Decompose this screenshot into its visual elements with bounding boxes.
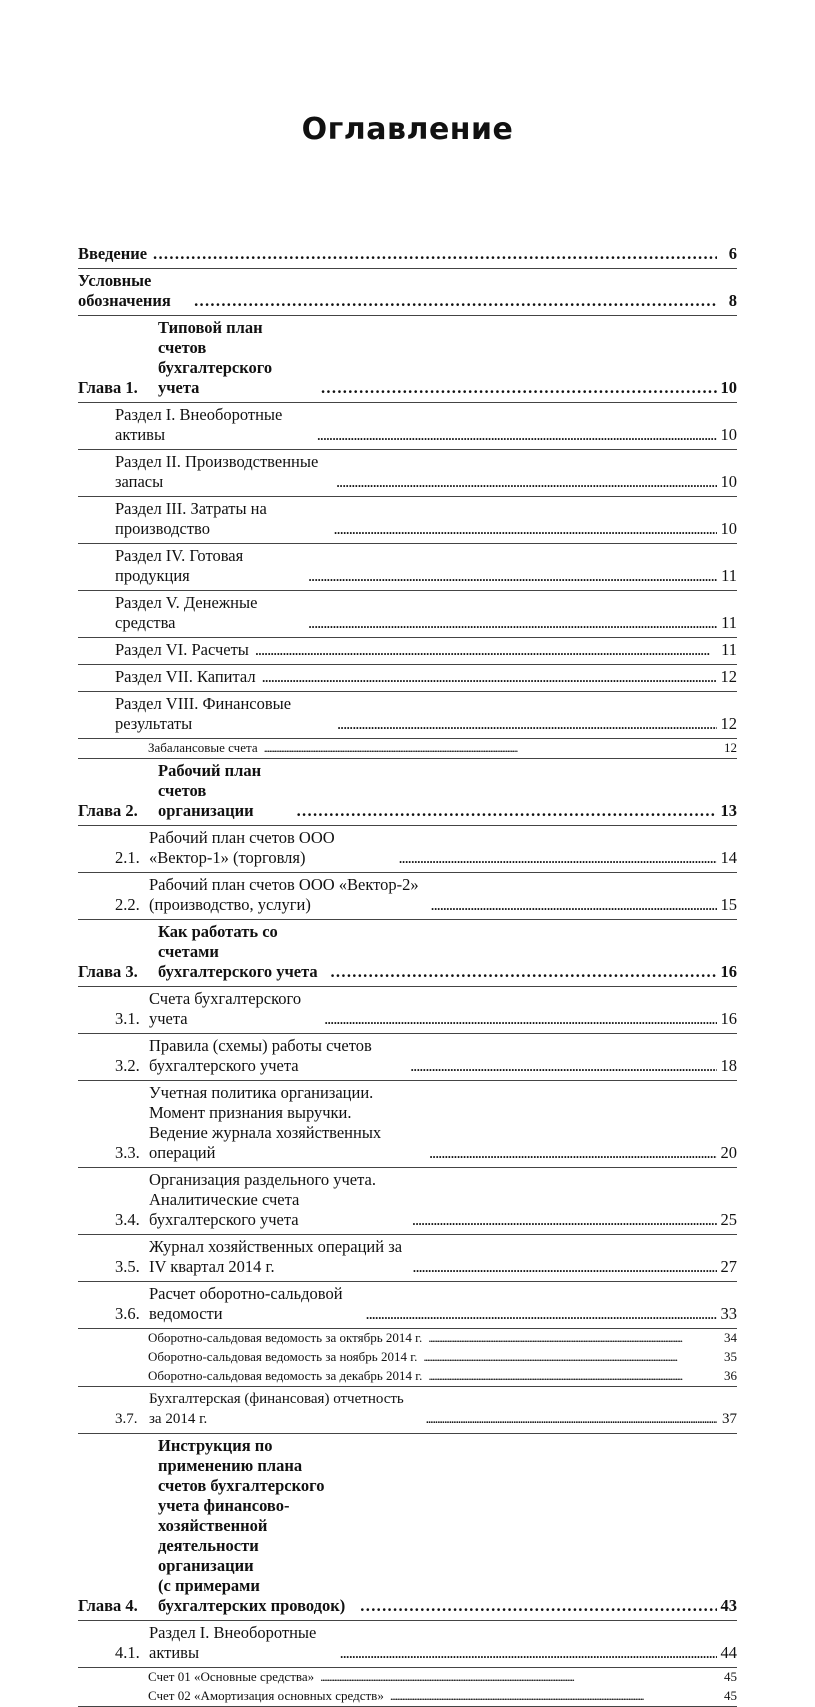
toc-page-number: 25: [720, 1210, 737, 1229]
toc-entry-title: Счет 01 «Основные средства»: [148, 1669, 315, 1684]
toc-entry-title: Расчет оборотно-сальдовой ведомости: [149, 1284, 343, 1323]
toc-page-number: 37: [722, 1411, 737, 1427]
toc-entry[interactable]: [78, 1621, 737, 1668]
toc-entry[interactable]: [78, 591, 737, 638]
toc-entry-title: Оборотно-сальдовая ведомость за октябрь 2014 г.: [148, 1330, 423, 1345]
toc-entry-number: 3.3.: [115, 1143, 140, 1162]
toc-entry-title: Учетная политика организации. Момент признания выручки. Ведение журнала хозяйственных операций: [149, 1083, 382, 1162]
toc-page-number: 14: [720, 848, 737, 867]
toc-entry-title: Раздел V. Денежные средства: [115, 593, 258, 632]
toc-dot-leader: [262, 667, 717, 687]
toc-entry[interactable]: [78, 316, 737, 403]
toc-page-number: 35: [724, 1349, 737, 1364]
toc-dot-leader: [366, 1304, 717, 1324]
toc-entry-number: 3.6.: [115, 1304, 140, 1323]
toc-entry[interactable]: [78, 739, 737, 759]
toc-entry-title: Забалансовые счета: [148, 740, 258, 755]
toc-entry[interactable]: [78, 920, 737, 987]
toc-dot-leader: [337, 714, 717, 734]
toc-entry[interactable]: [78, 1687, 737, 1707]
toc-dot-leader: [255, 640, 717, 660]
toc-entry-title: Оборотно-сальдовая ведомость за ноябрь 2014 г.: [148, 1349, 418, 1364]
toc-page-number: 10: [720, 472, 737, 491]
toc-entry[interactable]: [78, 692, 737, 739]
toc-dot-leader: [410, 1056, 717, 1076]
page-title: Оглавление: [301, 112, 514, 147]
toc-entry[interactable]: [78, 242, 737, 269]
toc-entry-title: Раздел I. Внеоборотные активы: [149, 1623, 317, 1662]
toc-entry[interactable]: [78, 1387, 737, 1434]
toc-entry-number: Глава 1.: [78, 378, 138, 397]
toc-entry[interactable]: [78, 403, 737, 450]
toc-entry[interactable]: [78, 1329, 737, 1348]
toc-entry-number: 3.7.: [115, 1411, 138, 1427]
toc-dot-leader: [324, 1009, 717, 1029]
toc-entry[interactable]: [78, 497, 737, 544]
toc-entry-number: 4.1.: [115, 1643, 140, 1662]
toc-entry[interactable]: [78, 1081, 737, 1168]
toc-entry-title: Бухгалтерская (финансовая) отчетность за 2014 г.: [149, 1391, 404, 1427]
toc-entry-number: 2.2.: [115, 895, 140, 914]
toc-entry-number: 2.1.: [115, 848, 140, 867]
toc-page-number: 15: [720, 895, 737, 914]
toc-dot-leader: [429, 1143, 717, 1163]
toc-dot-leader: [390, 1688, 717, 1704]
toc-dot-leader: [428, 1368, 717, 1384]
toc-dot-leader: [317, 425, 717, 445]
toc-entry[interactable]: [78, 1282, 737, 1329]
toc-dot-leader: [412, 1257, 717, 1277]
toc-entry-title: Раздел III. Затраты на производство: [115, 499, 267, 538]
toc-page-number: 12: [724, 740, 737, 755]
toc-entry-title: Раздел VI. Расчеты: [115, 640, 249, 659]
toc-page-number: 20: [720, 1143, 737, 1162]
toc-page-number: 45: [724, 1688, 737, 1703]
toc-page-number: 10: [720, 425, 737, 444]
toc-entry[interactable]: [78, 1367, 737, 1387]
toc-entry[interactable]: [78, 826, 737, 873]
toc-entry-title: Журнал хозяйственных операций за IV квартал 2014 г.: [149, 1237, 403, 1276]
toc-entry-title: Раздел VIII. Финансовые результаты: [115, 694, 292, 733]
toc-entry-number: 3.1.: [115, 1009, 140, 1028]
toc-entry-title: Счет 02 «Амортизация основных средств»: [148, 1688, 384, 1703]
toc-dot-leader: [360, 1596, 717, 1616]
toc-entry-title: Условные обозначения: [78, 271, 171, 310]
toc-entry[interactable]: [78, 1235, 737, 1282]
toc-entry-title: Типовой план счетов бухгалтерского учета: [158, 318, 273, 397]
toc-entry[interactable]: [78, 1034, 737, 1081]
toc-page-number: 11: [721, 640, 737, 659]
toc-page-number: 10: [720, 378, 737, 397]
toc-entry-title: Рабочий план счетов ООО «Вектор-1» (торговля): [149, 828, 335, 867]
toc-page-number: 27: [720, 1257, 737, 1276]
toc-page-number: 45: [724, 1669, 737, 1684]
toc-dot-leader: [412, 1210, 717, 1230]
toc-page-number: 43: [720, 1596, 737, 1615]
toc-dot-leader: [336, 472, 717, 492]
toc-entry-number: 3.2.: [115, 1056, 140, 1075]
toc-entry-title: Введение: [78, 244, 148, 263]
toc-dot-leader: [340, 1643, 717, 1663]
toc-dot-leader: [431, 895, 717, 915]
toc-entry-title: Раздел II. Производственные запасы: [115, 452, 319, 491]
toc-entry-title: Как работать со счетами бухгалтерского учета: [158, 922, 318, 981]
toc-entry-title: Организация раздельного учета. Аналитические счета бухгалтерского учета: [149, 1170, 376, 1229]
toc-entry[interactable]: [78, 873, 737, 920]
toc-page-number: 11: [721, 613, 737, 632]
toc-page-number: 33: [720, 1304, 737, 1323]
toc-entry[interactable]: [78, 987, 737, 1034]
toc-dot-leader: [321, 378, 717, 398]
toc-entry-number: Глава 4.: [78, 1596, 138, 1615]
toc-dot-leader: [423, 1349, 717, 1365]
toc-entry-number: 3.4.: [115, 1210, 140, 1229]
table-of-contents: [78, 242, 737, 1707]
toc-entry[interactable]: [78, 1434, 737, 1621]
toc-page-number: 12: [720, 714, 737, 733]
toc-entry[interactable]: [78, 638, 737, 665]
toc-entry-title: Рабочий план счетов организации: [158, 761, 262, 820]
toc-entry-number: Глава 2.: [78, 801, 138, 820]
toc-page-number: 44: [720, 1643, 737, 1662]
toc-entry[interactable]: [78, 1668, 737, 1687]
toc-entry[interactable]: [78, 269, 737, 316]
toc-page-number: 13: [720, 801, 737, 820]
toc-entry-title: Раздел I. Внеоборотные активы: [115, 405, 283, 444]
toc-entry-title: Раздел VII. Капитал: [115, 667, 256, 686]
toc-entry-title: Инструкция по применению плана счетов бухгалтерского учета финансово-хозяйственной деятельности организации (с примерами бухгалтерских проводок): [158, 1436, 346, 1615]
toc-page-number: 18: [720, 1056, 737, 1075]
toc-entry-title: Оборотно-сальдовая ведомость за декабрь 2014 г.: [148, 1368, 423, 1383]
toc-entry-title: Правила (схемы) работы счетов бухгалтерского учета: [149, 1036, 372, 1075]
toc-entry[interactable]: [78, 450, 737, 497]
toc-dot-leader: [425, 1409, 717, 1429]
toc-entry[interactable]: [78, 544, 737, 591]
toc-entry[interactable]: [78, 1348, 737, 1367]
toc-page-number: 8: [728, 291, 737, 310]
toc-page-number: 16: [720, 962, 737, 981]
toc-entry-number: Глава 3.: [78, 962, 138, 981]
toc-dot-leader: [428, 1330, 717, 1346]
toc-entry[interactable]: [78, 1168, 737, 1235]
toc-page-number: 34: [724, 1330, 737, 1345]
toc-entry-number: 3.5.: [115, 1257, 140, 1276]
toc-dot-leader: [153, 244, 717, 264]
toc-entry-title: Раздел IV. Готовая продукция: [115, 546, 244, 585]
toc-page-number: 12: [720, 667, 737, 686]
toc-dot-leader: [308, 566, 717, 586]
toc-page-number: 16: [720, 1009, 737, 1028]
toc-entry-title: Рабочий план счетов ООО «Вектор-2» (производство, услуги): [149, 875, 419, 914]
toc-page-number: 11: [721, 566, 737, 585]
toc-dot-leader: [308, 613, 717, 633]
toc-entry-title: Счета бухгалтерского учета: [149, 989, 302, 1028]
toc-page-number: 36: [724, 1368, 737, 1383]
toc-dot-leader: [399, 848, 718, 868]
toc-dot-leader: [320, 1669, 717, 1685]
toc-dot-leader: [333, 519, 717, 539]
toc-dot-leader: [297, 801, 717, 821]
toc-entry[interactable]: [78, 665, 737, 692]
toc-page-number: 6: [728, 244, 737, 263]
toc-entry[interactable]: [78, 759, 737, 826]
toc-page-number: 10: [720, 519, 737, 538]
toc-dot-leader: [330, 962, 717, 982]
toc-dot-leader: [264, 740, 717, 756]
toc-dot-leader: [194, 291, 717, 311]
